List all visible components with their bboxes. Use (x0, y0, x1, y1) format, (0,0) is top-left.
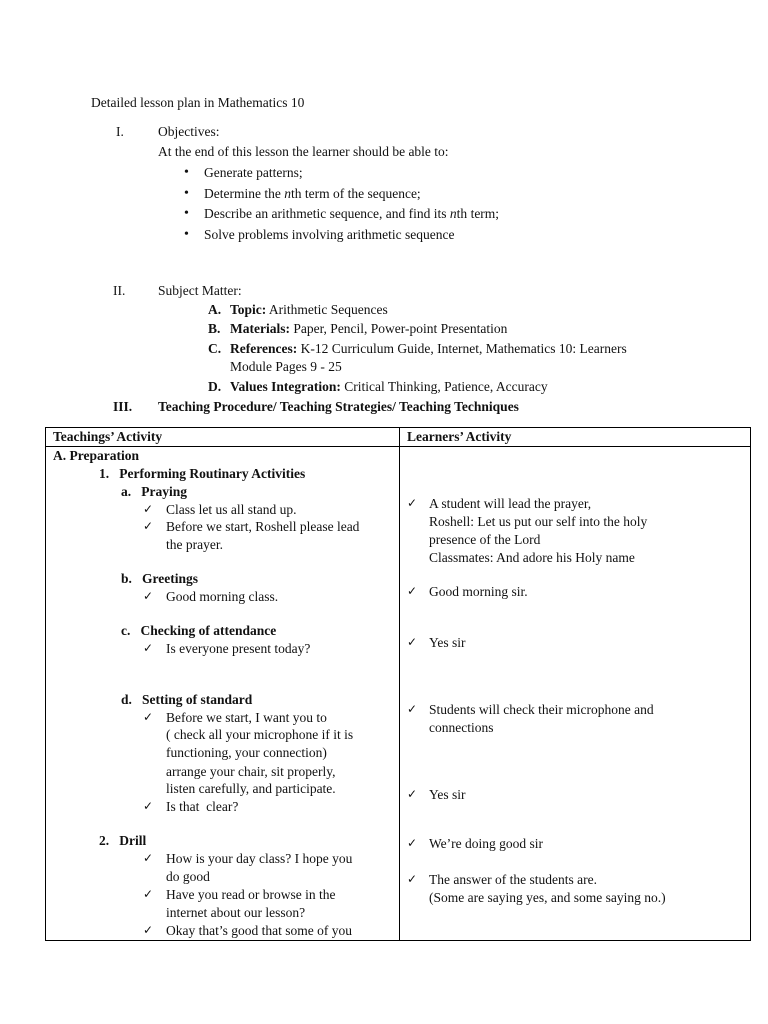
teacher-line: Before we start, I want you to (166, 710, 327, 725)
subject-item-references-cont: Module Pages 9 - 25 (230, 359, 342, 374)
teacher-line: do good (166, 869, 210, 884)
procedure-heading: Teaching Procedure/ Teaching Strategies/ Teaching Techniques (158, 399, 519, 414)
check-icon: ✓ (407, 702, 418, 716)
teacher-line: arrange your chair, sit properly, (166, 764, 336, 779)
check-icon: ✓ (407, 836, 418, 850)
objectives-heading: Objectives: (158, 124, 220, 139)
learner-line: We’re doing good sir (429, 836, 544, 851)
check-icon: ✓ (143, 589, 154, 603)
item-key: Topic: (230, 302, 267, 317)
check-icon: ✓ (143, 641, 154, 655)
check-icon: ✓ (143, 887, 154, 901)
section-routinary: 1. Performing Routinary Activities (99, 466, 306, 481)
check-icon: ✓ (143, 851, 154, 865)
learner-line: Yes sir (429, 635, 466, 650)
section-preparation: A. Preparation (53, 448, 139, 463)
objectives-numeral: I. (116, 124, 124, 139)
teacher-line: ( check all your microphone if it is (166, 727, 354, 742)
objective-item: • Determine the nth term of the sequence; (178, 184, 499, 205)
objective-item: • Describe an arithmetic sequence, and find its nth term; (178, 204, 499, 225)
subsection-standard: d. Setting of standard (121, 692, 253, 707)
learner-line: presence of the Lord (429, 532, 541, 547)
item-key: Materials: (230, 321, 290, 336)
learner-line: Classmates: And adore his Holy name (429, 550, 635, 565)
check-icon: ✓ (143, 923, 154, 937)
subject-matter-heading: Subject Matter: (158, 283, 242, 298)
objective-item: • Generate patterns; (178, 163, 499, 184)
teacher-line: internet about our lesson? (166, 905, 306, 920)
learner-line: Good morning sir. (429, 584, 528, 599)
objectives-list (178, 163, 499, 246)
check-icon: ✓ (407, 496, 418, 510)
teacher-line: Class let us all stand up. (166, 502, 297, 517)
check-icon: ✓ (143, 502, 154, 516)
item-key: References: (230, 341, 298, 356)
procedure-numeral: III. (113, 399, 133, 414)
table-header-row (46, 428, 751, 447)
learner-line: (Some are saying yes, and some saying no.) (429, 890, 666, 905)
item-value: Paper, Pencil, Power-point Presentation (289, 321, 508, 336)
objective-item: • Solve problems involving arithmetic sequence (178, 225, 499, 246)
item-letter: A. (208, 302, 222, 317)
subject-item-materials (208, 321, 507, 337)
item-value: K-12 Curriculum Guide, Internet, Mathematics 10: Learners (297, 341, 627, 356)
check-icon: ✓ (143, 799, 154, 813)
section-drill: 2. Drill (99, 833, 147, 848)
item-letter: B. (208, 321, 221, 336)
teacher-column-header: Teachings’ Activity (46, 428, 400, 447)
check-icon: ✓ (143, 519, 154, 533)
learner-line: Yes sir (429, 787, 466, 802)
teacher-line: Have you read or browse in the (166, 887, 336, 902)
teacher-line: Before we start, Roshell please lead (166, 519, 360, 534)
check-icon: ✓ (143, 710, 154, 724)
table-row (46, 447, 751, 941)
teacher-line: Okay that’s good that some of you (166, 923, 352, 938)
lesson-activity-table (45, 427, 751, 941)
teacher-line: functioning, your connection) (166, 745, 327, 760)
learner-line: The answer of the students are. (429, 872, 597, 887)
learner-line: Students will check their microphone and (429, 702, 654, 717)
subsection-praying: a. Praying (121, 484, 187, 499)
item-letter: D. (208, 379, 222, 394)
item-value: Critical Thinking, Patience, Accuracy (340, 379, 548, 394)
subject-item-topic (208, 302, 388, 318)
subject-item-values (208, 379, 548, 395)
subsection-greetings: b. Greetings (121, 571, 198, 586)
learner-activity-cell (400, 447, 751, 941)
learner-line: connections (429, 720, 494, 735)
check-icon: ✓ (407, 872, 418, 886)
subject-item-references (208, 341, 627, 357)
item-key: Values Integration: (230, 379, 341, 394)
item-letter: C. (208, 341, 222, 356)
learner-line: A student will lead the prayer, (429, 496, 592, 511)
check-icon: ✓ (407, 787, 418, 801)
teacher-line: Is everyone present today? (166, 641, 311, 656)
teacher-line: listen carefully, and participate. (166, 781, 336, 796)
teacher-line: How is your day class? I hope you (166, 851, 353, 866)
check-icon: ✓ (407, 584, 418, 598)
teacher-line: Good morning class. (166, 589, 279, 604)
item-value: Arithmetic Sequences (266, 302, 388, 317)
teacher-activity-cell (46, 447, 400, 941)
document-title: Detailed lesson plan in Mathematics 10 (91, 95, 305, 110)
subsection-attendance: c. Checking of attendance (121, 623, 277, 638)
subject-matter-numeral: II. (113, 283, 126, 298)
teacher-line: the prayer. (166, 537, 223, 552)
objectives-intro: At the end of this lesson the learner should be able to: (158, 144, 449, 159)
check-icon: ✓ (407, 635, 418, 649)
learner-line: Roshell: Let us put our self into the holy (429, 514, 648, 529)
learner-column-header: Learners’ Activity (400, 428, 751, 447)
teacher-line: Is that clear? (166, 799, 239, 814)
